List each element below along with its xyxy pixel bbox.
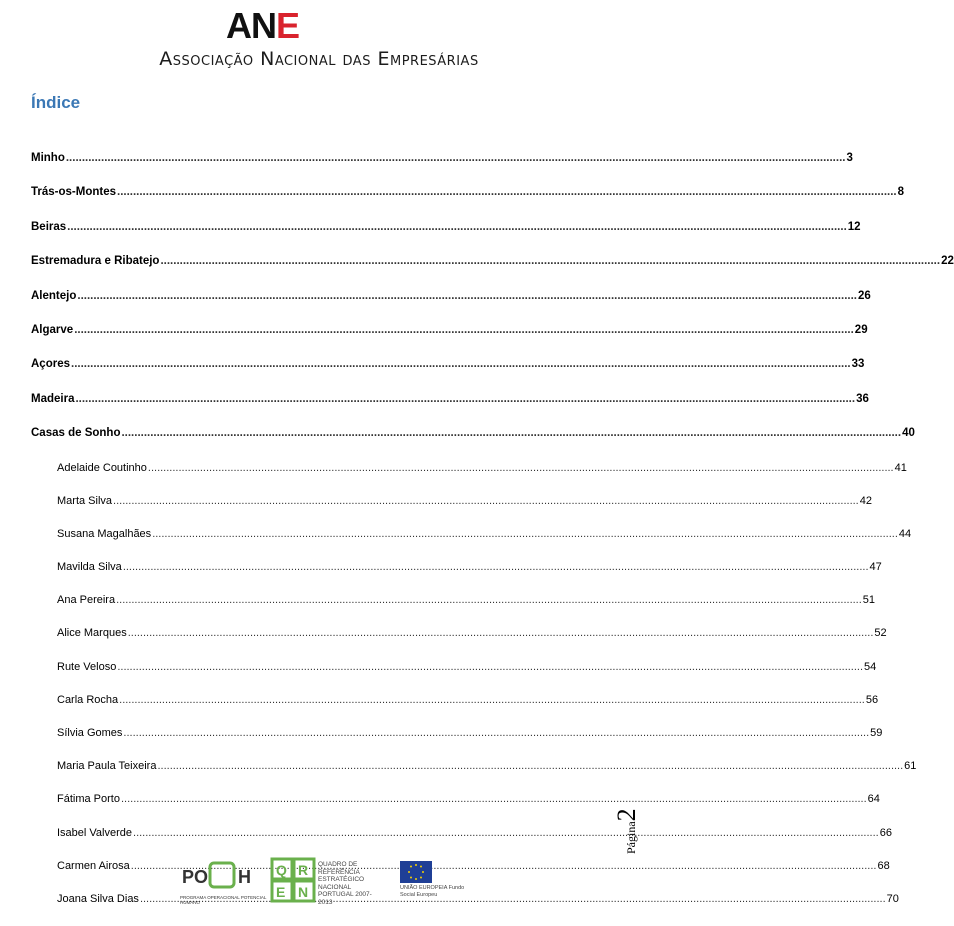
toc-entry-page: 36 [856,392,869,405]
page-number: 2 [612,808,641,822]
toc-entry-page: 41 [894,461,907,474]
toc-entry-label: Susana Magalhães [57,527,152,540]
toc-entry[interactable] [31,561,882,583]
toc-entry-label: Trás-os-Montes [31,186,116,199]
toc-entry[interactable] [31,220,861,243]
toc-entry[interactable] [31,358,865,380]
toc-leader-dots [117,186,897,198]
poph-caption: PROGRAMA OPERACIONAL POTENCIAL HUMANO [180,895,267,905]
toc-entry-page: 61 [904,760,917,773]
svg-text:Q: Q [276,862,287,878]
toc-entry-page: 47 [869,561,882,574]
toc-leader-dots [157,760,903,772]
toc-leader-dots [160,255,940,267]
toc-entry[interactable] [31,594,876,616]
toc-entry[interactable] [31,289,871,312]
toc-leader-dots [113,495,859,507]
toc-leader-dots [121,793,867,805]
funding-logos [0,855,638,915]
toc-entry-page: 64 [867,793,880,806]
page-header [0,0,638,80]
logo-accent-text: E [276,5,300,46]
toc-entry-label: Joana Silva Dias [57,892,139,905]
toc-leader-dots [152,528,898,540]
toc-leader-dots [148,462,894,474]
toc-entry[interactable] [31,186,905,208]
toc-entry-label: Carla Rocha [57,693,119,706]
svg-text:E: E [276,884,286,900]
toc-entry-page: 3 [846,152,853,164]
toc-entry-page: 54 [864,660,877,673]
toc-leader-dots [66,152,846,164]
toc-entry-page: 8 [897,186,905,199]
toc-entry-page: 40 [902,427,915,440]
toc-entry-label: Maria Paula Teixeira [57,760,157,773]
ane-logo [226,6,299,46]
toc-entry-page: 22 [941,255,954,268]
toc-entry-page: 44 [898,527,912,540]
toc-entry-label: Rute Veloso [57,660,117,673]
toc-entry-label: Carmen Airosa [57,859,130,872]
toc-entry[interactable] [31,627,887,649]
toc-entry-page: 26 [857,289,871,302]
toc-entry-page: 59 [870,727,883,740]
svg-text:N: N [298,884,309,900]
toc-entry-label: Algarve [31,323,74,336]
toc-entry-page: 52 [874,627,887,640]
page-word: Página [624,821,638,854]
toc-entry-label: Madeira [31,392,75,405]
toc-leader-dots [74,324,854,336]
toc-entry-label: Casas de Sonho [31,427,121,440]
toc-entry-page: 66 [879,826,892,839]
toc-entry-label: Marta Silva [57,494,113,507]
toc-entry-label: Isabel Valverde [57,826,133,839]
toc-entry-label: Fátima Porto [57,793,120,806]
toc-entry[interactable] [31,793,880,815]
toc-entry-label: Sílvia Gomes [57,727,123,740]
toc-entry-page: 12 [847,220,861,233]
toc-entry-label: Mavilda Silva [57,561,122,574]
toc-leader-dots [116,594,862,606]
toc-entry-page: 70 [886,892,899,905]
toc-leader-dots [133,827,879,839]
svg-text:PO: PO [182,867,209,887]
toc-entry[interactable] [31,427,915,449]
eu-caption: UNIÃO EUROPEIA Fundo Social Europeu [400,885,465,898]
toc-entry[interactable] [31,255,954,277]
toc-entry-label: Açores [31,358,70,371]
qren-caption: QUADRO DE REFERÊNCIA ESTRATÉGICO NACIONAL PORTUGAL 2007-2013 [318,861,372,906]
eu-flag-icon [400,861,432,883]
page-number-label [612,808,642,854]
toc-entry-page: 42 [859,494,872,507]
toc-entry[interactable] [31,392,869,415]
toc-leader-dots [128,627,874,639]
toc-leader-dots [123,727,869,739]
svg-text:R: R [298,862,309,878]
toc-entry[interactable] [31,461,907,484]
qren-logo [270,857,316,903]
toc-entry-page: 29 [854,323,868,336]
toc-entry-label: Ana Pereira [57,594,116,607]
toc-leader-dots [123,561,869,573]
toc-entry-label: Estremadura e Ribatejo [31,255,160,268]
toc-entry-label: Alentejo [31,289,77,302]
toc-entry[interactable] [31,660,877,683]
toc-leader-dots [77,290,857,302]
toc-entry-page: 51 [862,594,876,607]
toc-leader-dots [75,393,855,405]
toc-leader-dots [67,221,847,233]
toc-entry[interactable] [31,693,879,716]
toc-entry[interactable] [31,323,868,346]
toc-entry[interactable] [31,152,853,174]
toc-leader-dots [121,427,901,439]
svg-text:H: H [238,867,251,887]
toc-leader-dots [119,694,865,706]
page-title: Índice [31,93,81,112]
toc-entry-label: Beiras [31,220,67,233]
toc-entry-page: 68 [877,859,890,872]
toc-entry[interactable] [31,760,917,782]
toc-entry-label: Alice Marques [57,627,127,640]
logo-mark-text: AN [226,5,276,46]
toc-leader-dots [117,661,863,673]
toc-entry-label: Adelaide Coutinho [57,461,147,474]
toc-entry-label: Minho [31,152,65,164]
toc-leader-dots [71,358,851,370]
toc-entry[interactable] [31,527,912,550]
organization-name: Associação Nacional das Empresárias [159,48,479,70]
toc-entry[interactable] [31,727,883,749]
toc-entry-page: 56 [865,693,879,706]
toc-entry-page: 33 [851,358,865,371]
toc-entry[interactable] [31,494,872,517]
